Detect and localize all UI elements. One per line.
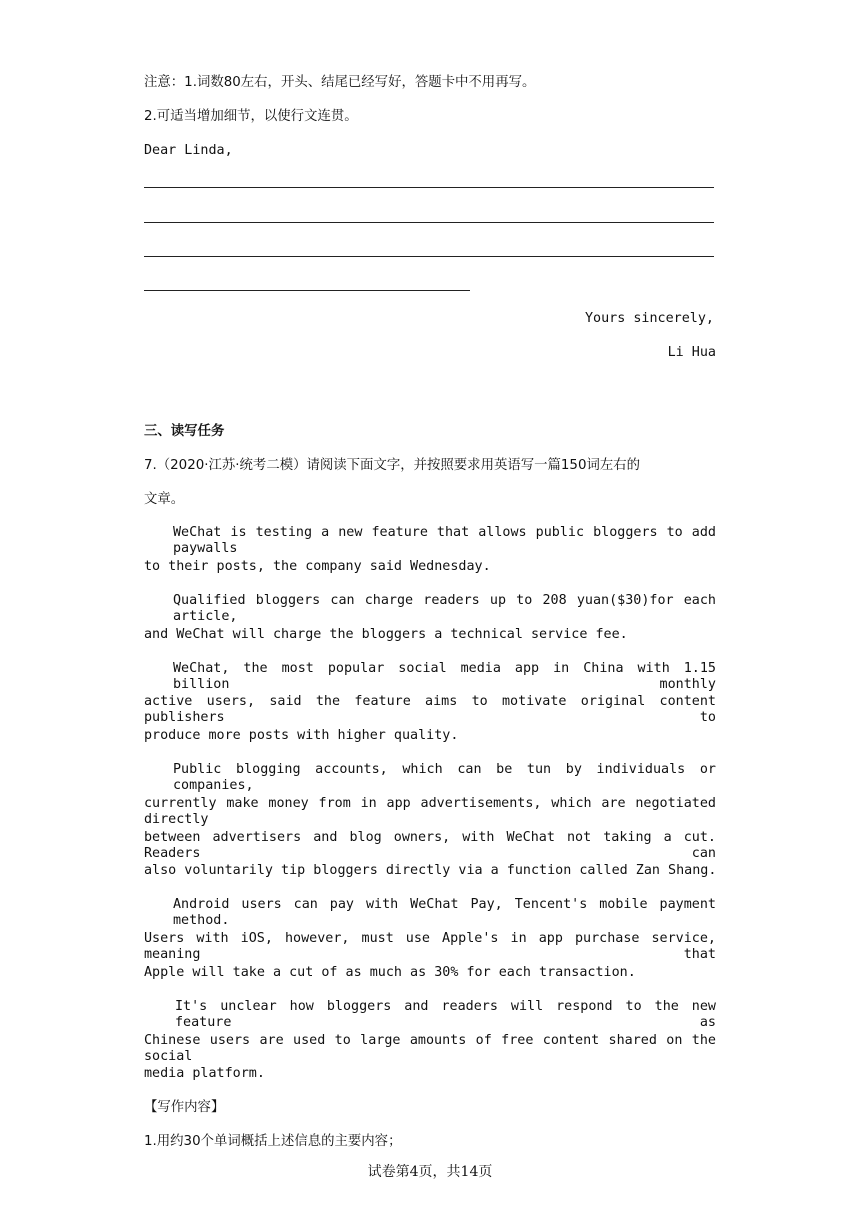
passage-p6-line2: Chinese users are used to large amounts of free content shared on the social bbox=[144, 1033, 716, 1064]
passage-p6-line3: media platform. bbox=[144, 1066, 265, 1081]
writing-heading: 【写作内容】 bbox=[144, 1100, 225, 1115]
answer-line-1 bbox=[144, 187, 714, 188]
letter-closing: Yours sincerely, bbox=[585, 311, 714, 326]
letter-salutation: Dear Linda, bbox=[144, 143, 233, 158]
letter-signature: Li Hua bbox=[667, 345, 716, 360]
page-footer: 试卷第4页，共14页 bbox=[367, 1164, 493, 1180]
note-1: 注意：1.词数80左右，开头、结尾已经写好，答题卡中不用再写。 bbox=[144, 75, 536, 90]
passage-p4-line3: between advertisers and blog owners, with WeChat not taking a cut. Readers can bbox=[144, 830, 716, 861]
passage-p1-line2: to their posts, the company said Wednesday. bbox=[144, 559, 491, 574]
passage-p6-line1: It's unclear how bloggers and readers will respond to the new feature as bbox=[175, 999, 716, 1030]
passage-p5-line1: Android users can pay with WeChat Pay, Tencent's mobile payment method. bbox=[173, 897, 716, 928]
passage-p3-line1: WeChat, the most popular social media app in China with 1.15 billion monthly bbox=[173, 661, 716, 692]
passage-p5-line2: Users with iOS, however, must use Apple's in app purchase service, meaning that bbox=[144, 931, 716, 962]
answer-line-4 bbox=[144, 290, 470, 291]
passage-p1-line1: WeChat is testing a new feature that allows public bloggers to add paywalls bbox=[173, 525, 716, 556]
question-line-1: 7.（2020·江苏·统考二模）请阅读下面文字，并按照要求用英语写一篇150词左右的 bbox=[144, 458, 641, 473]
passage-p2-line2: and WeChat will charge the bloggers a technical service fee. bbox=[144, 627, 628, 642]
question-line-2: 文章。 bbox=[144, 492, 185, 507]
passage-p5-line3: Apple will take a cut of as much as 30% for each transaction. bbox=[144, 965, 636, 980]
passage-p3-line2: active users, said the feature aims to motivate original content publishers to bbox=[144, 694, 716, 725]
passage-p4-line1: Public blogging accounts, which can be tun by individuals or companies, bbox=[173, 762, 716, 793]
passage-p4-line2: currently make money from in app advertisements, which are negotiated directly bbox=[144, 796, 716, 827]
answer-line-2 bbox=[144, 222, 714, 223]
note-2: 2.可适当增加细节，以使行文连贯。 bbox=[144, 109, 358, 124]
answer-line-3 bbox=[144, 256, 714, 257]
passage-p4-line4: also voluntarily tip bloggers directly via a function called Zan Shang. bbox=[144, 863, 717, 878]
passage-p3-line3: produce more posts with higher quality. bbox=[144, 728, 459, 743]
passage-p2-line1: Qualified bloggers can charge readers up to 208 yuan($30)for each article, bbox=[173, 593, 716, 624]
writing-item-1: 1.用约30个单词概括上述信息的主要内容； bbox=[144, 1134, 402, 1149]
section-heading: 三、读写任务 bbox=[144, 424, 225, 439]
